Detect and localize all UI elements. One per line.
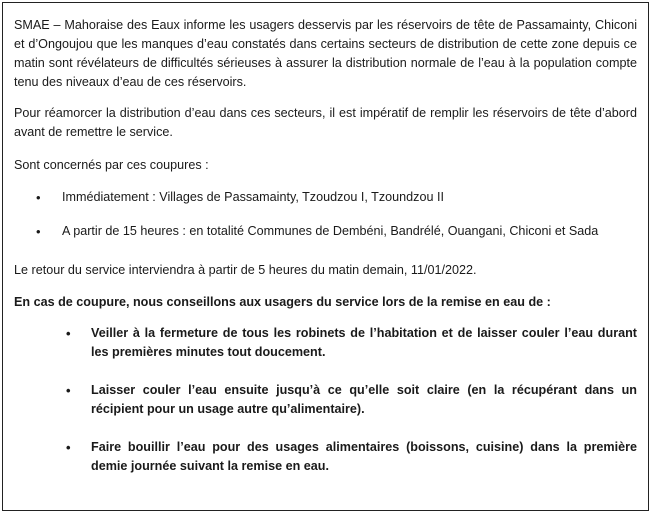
service-return-paragraph: Le retour du service interviendra à partir de 5 heures du matin demain, 11/01/2022. (14, 263, 477, 277)
notice-box (2, 2, 649, 511)
list-item: • Veiller à la fermeture de tous les robinets de l’habitation et de laisser couler l’eau durant les premières minutes tout doucement. (14, 324, 637, 362)
affected-list (14, 188, 637, 241)
intro-paragraph: SMAE – Mahoraise des Eaux informe les usagers desservis par les réservoirs de tête de Passamainty, Chiconi et d’Ongoujou que les manques d’eau constatés dans certains secteurs de distribution de cette zone depuis ce matin sont révélateurs de difficultés sérieuses à assurer la distribution normale de l’eau à la population compte tenu des niveaux d’eau de ces réservoirs. (14, 18, 637, 89)
affected-heading: Sont concernés par ces coupures : (14, 158, 209, 172)
list-item: • Faire bouillir l’eau pour des usages alimentaires (boissons, cuisine) dans la première demie journée suivant la remise en eau. (14, 438, 637, 476)
list-item: • A partir de 15 heures : en totalité Communes de Dembéni, Bandrélé, Ouangani, Chiconi et Sada (14, 222, 637, 241)
advice-list (14, 324, 637, 476)
list-item: • Immédiatement : Villages de Passamainty, Tzoudzou I, Tzoundzou II (14, 188, 637, 207)
reamorcer-paragraph: Pour réamorcer la distribution d’eau dans ces secteurs, il est impératif de remplir les réservoirs de tête d’abord avant de remettre le service. (14, 106, 637, 139)
list-item: • Laisser couler l’eau ensuite jusqu’à ce qu’elle soit claire (en la récupérant dans un récipient pour un usage autre qu’alimentaire). (14, 381, 637, 419)
advice-heading: En cas de coupure, nous conseillons aux usagers du service lors de la remise en eau de : (14, 295, 551, 309)
